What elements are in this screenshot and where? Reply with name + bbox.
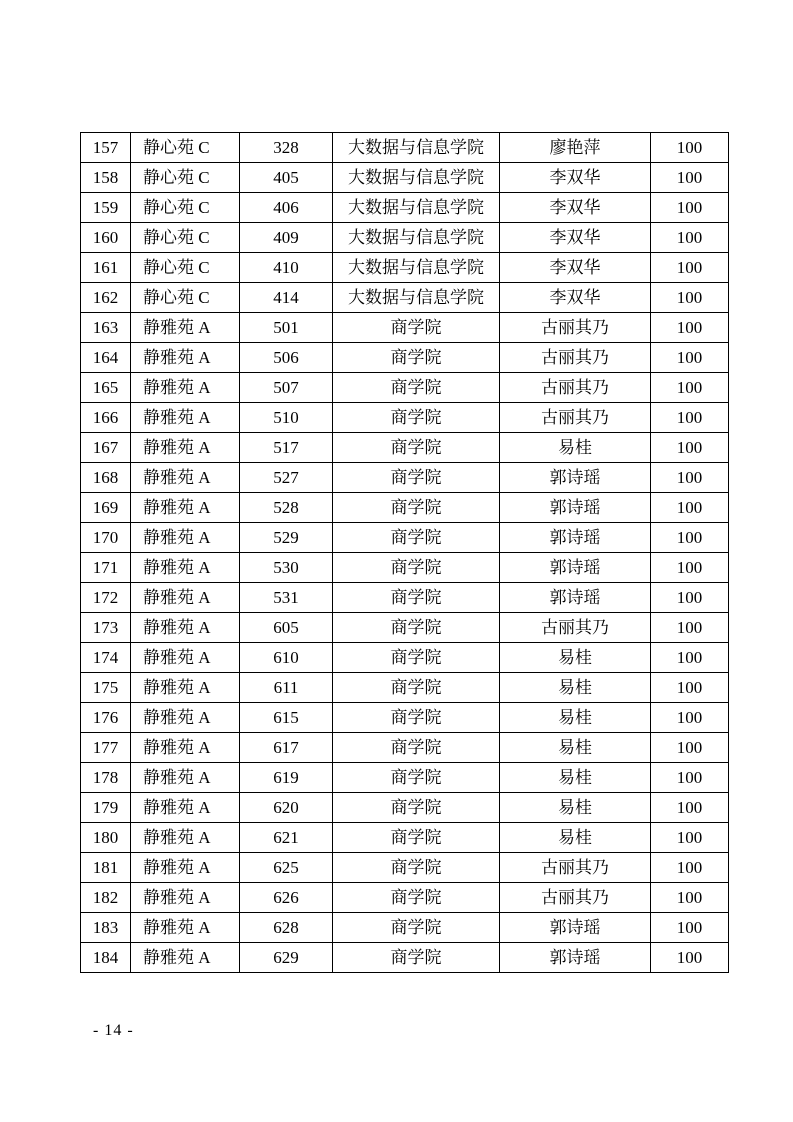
room-number-cell: 531 [240,583,333,613]
table-row [81,223,729,253]
staff-name-cell: 易桂 [500,763,651,793]
room-number-cell: 610 [240,643,333,673]
table-row [81,583,729,613]
building-cell: 静心苑 C [131,283,240,313]
room-number-cell: 328 [240,133,333,163]
college-cell: 商学院 [333,343,500,373]
building-cell: 静心苑 C [131,133,240,163]
building-cell: 静雅苑 A [131,373,240,403]
row-number-cell: 181 [81,853,131,883]
staff-name-cell: 郭诗瑶 [500,583,651,613]
room-number-cell: 625 [240,853,333,883]
table-row [81,493,729,523]
table-row [81,553,729,583]
score-cell: 100 [651,673,729,703]
table-row [81,913,729,943]
score-cell: 100 [651,493,729,523]
row-number-cell: 160 [81,223,131,253]
table-row [81,883,729,913]
score-cell: 100 [651,343,729,373]
staff-name-cell: 郭诗瑶 [500,553,651,583]
building-cell: 静雅苑 A [131,313,240,343]
room-number-cell: 510 [240,403,333,433]
room-number-cell: 517 [240,433,333,463]
staff-name-cell: 李双华 [500,163,651,193]
room-number-cell: 628 [240,913,333,943]
college-cell: 商学院 [333,463,500,493]
table-row [81,133,729,163]
building-cell: 静雅苑 A [131,493,240,523]
staff-name-cell: 易桂 [500,733,651,763]
college-cell: 大数据与信息学院 [333,133,500,163]
table-row [81,283,729,313]
score-cell: 100 [651,373,729,403]
college-cell: 商学院 [333,643,500,673]
score-cell: 100 [651,223,729,253]
college-cell: 商学院 [333,373,500,403]
table-row [81,823,729,853]
room-number-cell: 617 [240,733,333,763]
college-cell: 商学院 [333,403,500,433]
table-row [81,673,729,703]
staff-name-cell: 古丽其乃 [500,313,651,343]
table-row [81,793,729,823]
score-cell: 100 [651,643,729,673]
room-number-cell: 414 [240,283,333,313]
building-cell: 静雅苑 A [131,913,240,943]
row-number-cell: 172 [81,583,131,613]
room-number-cell: 527 [240,463,333,493]
table-row [81,403,729,433]
staff-name-cell: 易桂 [500,703,651,733]
college-cell: 商学院 [333,763,500,793]
staff-name-cell: 郭诗瑶 [500,493,651,523]
score-cell: 100 [651,883,729,913]
row-number-cell: 178 [81,763,131,793]
room-number-cell: 620 [240,793,333,823]
building-cell: 静雅苑 A [131,793,240,823]
staff-name-cell: 古丽其乃 [500,853,651,883]
staff-name-cell: 郭诗瑶 [500,943,651,973]
college-cell: 商学院 [333,793,500,823]
staff-name-cell: 廖艳萍 [500,133,651,163]
table-row [81,163,729,193]
row-number-cell: 182 [81,883,131,913]
row-number-cell: 164 [81,343,131,373]
score-cell: 100 [651,943,729,973]
building-cell: 静雅苑 A [131,703,240,733]
score-cell: 100 [651,403,729,433]
college-cell: 商学院 [333,943,500,973]
building-cell: 静雅苑 A [131,643,240,673]
row-number-cell: 183 [81,913,131,943]
table-row [81,343,729,373]
room-number-cell: 406 [240,193,333,223]
college-cell: 大数据与信息学院 [333,283,500,313]
building-cell: 静雅苑 A [131,823,240,853]
staff-name-cell: 古丽其乃 [500,343,651,373]
score-cell: 100 [651,763,729,793]
building-cell: 静雅苑 A [131,433,240,463]
score-cell: 100 [651,193,729,223]
score-cell: 100 [651,253,729,283]
staff-name-cell: 李双华 [500,223,651,253]
row-number-cell: 171 [81,553,131,583]
college-cell: 商学院 [333,433,500,463]
table-row [81,523,729,553]
staff-name-cell: 古丽其乃 [500,613,651,643]
table-row [81,193,729,223]
table-row [81,433,729,463]
table-row [81,613,729,643]
room-number-cell: 409 [240,223,333,253]
score-cell: 100 [651,823,729,853]
score-cell: 100 [651,613,729,643]
building-cell: 静心苑 C [131,223,240,253]
table-row [81,253,729,283]
score-cell: 100 [651,853,729,883]
table-row [81,463,729,493]
table-row [81,313,729,343]
building-cell: 静心苑 C [131,253,240,283]
row-number-cell: 184 [81,943,131,973]
staff-name-cell: 古丽其乃 [500,373,651,403]
building-cell: 静雅苑 A [131,463,240,493]
row-number-cell: 168 [81,463,131,493]
score-cell: 100 [651,133,729,163]
row-number-cell: 165 [81,373,131,403]
score-cell: 100 [651,793,729,823]
row-number-cell: 174 [81,643,131,673]
row-number-cell: 157 [81,133,131,163]
college-cell: 商学院 [333,553,500,583]
score-cell: 100 [651,703,729,733]
staff-name-cell: 易桂 [500,433,651,463]
score-cell: 100 [651,523,729,553]
building-cell: 静雅苑 A [131,943,240,973]
staff-name-cell: 郭诗瑶 [500,463,651,493]
staff-name-cell: 易桂 [500,793,651,823]
row-number-cell: 169 [81,493,131,523]
staff-name-cell: 易桂 [500,643,651,673]
room-number-cell: 615 [240,703,333,733]
college-cell: 商学院 [333,913,500,943]
building-cell: 静雅苑 A [131,613,240,643]
score-cell: 100 [651,433,729,463]
row-number-cell: 167 [81,433,131,463]
college-cell: 商学院 [333,493,500,523]
row-number-cell: 162 [81,283,131,313]
table-row [81,373,729,403]
row-number-cell: 166 [81,403,131,433]
room-number-cell: 621 [240,823,333,853]
building-cell: 静雅苑 A [131,733,240,763]
row-number-cell: 163 [81,313,131,343]
score-cell: 100 [651,283,729,313]
staff-name-cell: 郭诗瑶 [500,913,651,943]
page-number: - 14 - [93,1022,134,1039]
college-cell: 商学院 [333,313,500,343]
staff-name-cell: 郭诗瑶 [500,523,651,553]
row-number-cell: 170 [81,523,131,553]
staff-name-cell: 古丽其乃 [500,403,651,433]
table-row [81,643,729,673]
table-row [81,733,729,763]
row-number-cell: 177 [81,733,131,763]
staff-name-cell: 李双华 [500,193,651,223]
staff-name-cell: 李双华 [500,283,651,313]
college-cell: 商学院 [333,523,500,553]
row-number-cell: 180 [81,823,131,853]
college-cell: 商学院 [333,583,500,613]
college-cell: 大数据与信息学院 [333,253,500,283]
score-cell: 100 [651,463,729,493]
row-number-cell: 159 [81,193,131,223]
table-body [81,133,729,973]
room-number-cell: 528 [240,493,333,523]
building-cell: 静雅苑 A [131,883,240,913]
room-number-cell: 605 [240,613,333,643]
score-cell: 100 [651,163,729,193]
college-cell: 商学院 [333,823,500,853]
college-cell: 商学院 [333,733,500,763]
room-number-cell: 507 [240,373,333,403]
staff-name-cell: 古丽其乃 [500,883,651,913]
table-row [81,763,729,793]
building-cell: 静雅苑 A [131,673,240,703]
college-cell: 商学院 [333,703,500,733]
dormitory-score-table [80,132,729,973]
score-cell: 100 [651,913,729,943]
college-cell: 商学院 [333,613,500,643]
room-number-cell: 619 [240,763,333,793]
room-number-cell: 611 [240,673,333,703]
table-row [81,703,729,733]
room-number-cell: 501 [240,313,333,343]
building-cell: 静心苑 C [131,193,240,223]
row-number-cell: 161 [81,253,131,283]
row-number-cell: 175 [81,673,131,703]
table-row [81,943,729,973]
score-cell: 100 [651,583,729,613]
building-cell: 静雅苑 A [131,403,240,433]
building-cell: 静雅苑 A [131,553,240,583]
building-cell: 静雅苑 A [131,583,240,613]
college-cell: 大数据与信息学院 [333,163,500,193]
staff-name-cell: 易桂 [500,673,651,703]
row-number-cell: 176 [81,703,131,733]
college-cell: 商学院 [333,853,500,883]
college-cell: 大数据与信息学院 [333,223,500,253]
college-cell: 大数据与信息学院 [333,193,500,223]
room-number-cell: 410 [240,253,333,283]
room-number-cell: 530 [240,553,333,583]
row-number-cell: 179 [81,793,131,823]
room-number-cell: 405 [240,163,333,193]
building-cell: 静雅苑 A [131,523,240,553]
row-number-cell: 173 [81,613,131,643]
room-number-cell: 529 [240,523,333,553]
staff-name-cell: 李双华 [500,253,651,283]
building-cell: 静雅苑 A [131,763,240,793]
score-cell: 100 [651,733,729,763]
score-cell: 100 [651,313,729,343]
score-cell: 100 [651,553,729,583]
staff-name-cell: 易桂 [500,823,651,853]
college-cell: 商学院 [333,883,500,913]
room-number-cell: 629 [240,943,333,973]
table-row [81,853,729,883]
college-cell: 商学院 [333,673,500,703]
building-cell: 静雅苑 A [131,343,240,373]
room-number-cell: 506 [240,343,333,373]
room-number-cell: 626 [240,883,333,913]
building-cell: 静心苑 C [131,163,240,193]
row-number-cell: 158 [81,163,131,193]
building-cell: 静雅苑 A [131,853,240,883]
